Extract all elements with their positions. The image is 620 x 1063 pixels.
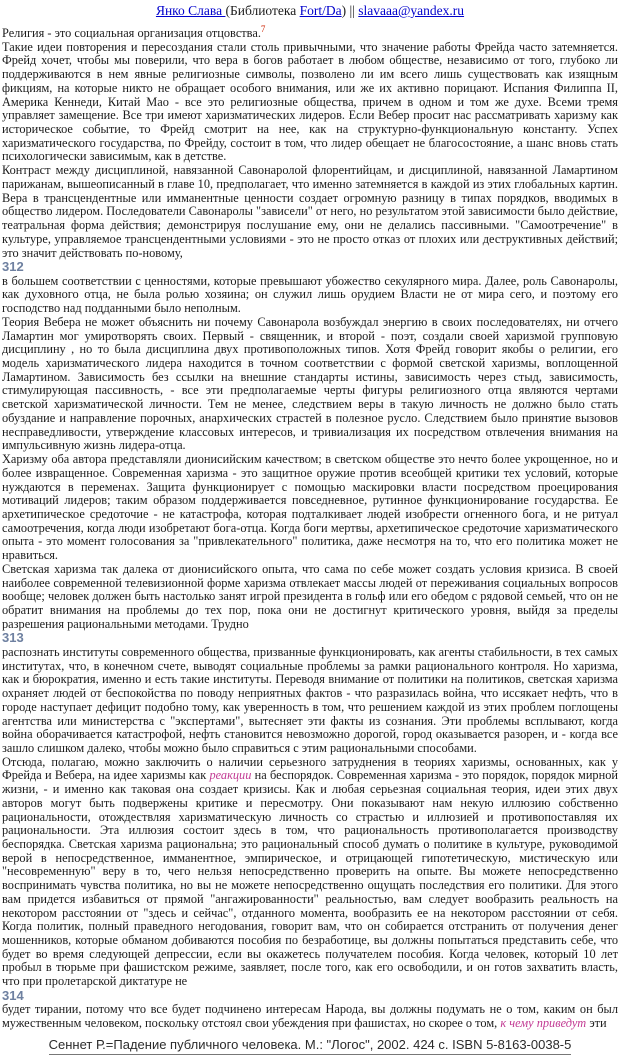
document-header: [2, 3, 618, 19]
header-separator-text: ) ||: [341, 3, 359, 18]
paragraph-secular-world: в большем соответствии с ценностями, которые превышают убожество секулярного мира. Далее, роль Савонаролы, как духовного отца, не была ролью хозяина; он служил лишь орудием Власти не от мира сего, и поэтому его господство над подданными было неполным.: [2, 273, 618, 316]
author-link[interactable]: Янко Слава: [155, 3, 226, 18]
paragraph-freud-repetition: Такие идеи повторения и пересоздания стали столь привычными, что значение работы Фрейда часто затемняется. Фрейд хочет, чтобы мы поверили, что вера в богов работает в любом обществе, независимо от того, глубоко ли поддерживаются в нем явные религиозные символы, позволено ли им всего лишь существовать как изящным фикциям, на которые никто не обращает особого внимания, или же их активно порицают. Испания Филиппа II, Америка Кеннеди, Китай Мао - все это религиозные общества, причем в одном и том же духе. Всеми тремя управляет замещение. Все три имеют харизматических лидеров. Если Вебер просит нас рассматривать харизму как историческое событие, то Фрейд смотрит на нее, как на структурно-функциональную константу. Успех харизматического государства, по Фрейду, состоит в том, что лидер обещает не благосостояние, а шанс вновь стать психологически зависимым, как в детстве.: [2, 39, 618, 164]
email-link[interactable]: slavaaa@yandex.ru: [358, 3, 465, 18]
paragraph-institutions: распознать институты современного общества, призванные функционировать, как агенты стабильности, в тех самых институтах, что, в конечном счете, выводят социальные проблемы за рамки рационального контроля. Но харизма, как и бюрократия, именно и есть такие институты. Переводя внимание от политики на политиков, светская харизма охраняет людей от беспокойства по поводу неприятных фактов - что разразилась война, что иссякает нефть, что в городе наступает дефицит подобно тому, как уверенность в том, что решением каждой из этих проблем поглощены агентства или министерства с "экспертами", вытесняет эти факты из сознания. Эти проблемы всплывают, когда война оборачивается катастрофой, нефть становится невозможно дорогой, город оказывается разорен, и - когда все зашло слишком далеко, чтобы можно было справиться с этим рациональными способами.: [2, 644, 618, 755]
page-number-312: 312: [2, 259, 24, 275]
paragraph-reaction-to-disorder: [2, 756, 618, 989]
emphasis-k-chemu-privedut: к чему приведут: [500, 1016, 587, 1031]
document-body: [2, 23, 618, 1031]
page-number-313: 313: [2, 630, 24, 646]
paragraph-savonarola-contrast: Контраст между дисциплиной, навязанной Савонаролой флорентийцам, и дисциплиной, навязанной Ламартином парижанам, вышеописанный в главе 10, предполагает, что именно затемняется в каждой из этих глобальных картин. Вера в трансцендентные или имманентные ценности создает огромную разницу в типах порядков, вводимых в общество лидером. Последователи Савонаролы "зависели" от него, но результатом этой зависимости было действие, театральная форма действия; демонстрируя послушание ему, они не делались пассивными. "Самоотречение" в культуре, управляемое трансцендентными условиями - это не просто отказ от плохих или деструктивных действий; это значит действовать по-новому,: [2, 163, 618, 260]
paragraph-text: Отсюда, полагаю, можно заключить о наличии серьезного затруднения в теориях харизмы, основанных, как у Фрейда и Вебера, на идее харизмы как: [2, 754, 618, 783]
page-number-314: 314: [2, 987, 24, 1003]
fortda-link[interactable]: Fort/Da: [299, 3, 342, 18]
paragraph-religion: [2, 23, 618, 41]
paragraph-secular-charisma-tv: Светская харизма так далека от дионисийского опыта, что сама по себе может создать условия кризиса. В своей наиболее современной телевизионной форме харизма отвлекает массы людей от переживания социальных вопросов вообще; человек должен быть настолько занят игрой президента в гольф или его обедом с рядовой семьей, что он не обратит внимания на проблемы до тех пор, пока они не достигнут критического уровня, выйдя за пределы разрешения рациональными методами. Трудно: [2, 561, 618, 631]
paragraph-text: на беспорядок. Современная харизма - это порядок, порядок мирной жизни, - и именно как таковая она создает кризисы. Как и любая серьезная социальная теория, идеи этих двух авторов могут быть подвержены критике и пересмотру. Они показывают нам некую иллюзию собственно рациональности, отождествляя харизматическую личность со страстью и иллюзией и противопоставляя их рациональности. Эта иллюзия состоит здесь в том, что рациональность противополагается производству беспорядка. Светская харизма рациональна; это рациональный способ думать о политике в культуре, руководимой верой в непосредственное, имманентное, эмпирическое, и отрицающей гипотетическую, мистическую или "несовременную" веру в то, чего нельзя непосредственно проверить на опыте. Вы можете непосредственно воспринимать чувства политика, но вы не можете непосредственно ощущать последствия его политики. Для этого вам придется избавиться от прямой "ангажированности" реальностью, вам следует вообразить реальность на некотором расстоянии от "здесь и сейчас", отданного момента, вообразить ее на некотором расстоянии от себя. Когда политик, полный праведного негодования, говорит вам, что он собирается отстранить от получения денег мошенников, которые обманом добиваются пособия по безработице, вы должны попытаться представить себе, что будет во время следующей депрессии, если вы окажетесь получателем пособия. Когда человек, который 10 лет пробыл в тюрьме при фашистском режиме, заявляет, после того, как его освободили, и он готов захватить власть, что при пролетарской диктатуре не: [2, 768, 618, 989]
footer-citation: Сеннет Р.=Падение публичного человека. М.: "Логос", 2002. 424 с. ISBN 5-8163-0038-5: [49, 1037, 572, 1055]
footnote-marker-7[interactable]: 7: [260, 23, 266, 34]
paragraph-text: эти: [586, 1016, 607, 1031]
paragraph-dionysian-charisma: Харизму оба автора представляли дионисийским качеством; в светском обществе это нечто более укрощенное, но и более извращенное. Современная харизма - это защитное оружие против всеобщей критики тех условий, которые нуждаются в переменах. Защита функционирует с помощью маскировки власти посредством проецирования мотиваций лидеров; таким образом поддерживается повседневное, рутинное функционирование государства. Ее архетипическое средоточие - не катастрофа, которая подталкивает людей изобрести огненного бога, и не ритуал самоотречения, когда люди изобретают бога-отца. Когда боги мертвы, архетипическое средоточие харизматического опыта - это момент голосования за "привлекательного" политика, даже несмотря на то, что его политика может не нравиться.: [2, 452, 618, 563]
paragraph-weber-theory: Теория Вебера не может объяснить ни почему Савонарола возбуждал энергию в своих последователях, ни отчего Ламартин мог умиротворять своих. Первый - священник, и второй - поэт, создали своей харизмой групповую дисциплину , но то была дисциплина двух противоположных типов. Хотя Фрейд говорит якобы о религии, его модель харизматического лидера находится в точном соответствии с формой светской харизмы, воплощенной Ламартином. Зависимость без ссылки на внешние стандарты истины, зависимость через стыд, зависимость, стимулирующая пассивность, - все эти предполагаемые черты фигуры религиозного отца являются чертами светской харизматической личности. Тем не менее, следствием веры в такую личность не должно было стать обуздание и направление порочных, анархических страстей в полезное русло. Следствием было принятие вызовов несправедливости, утверждение классовых интересов, и тривиализация их посредством отвлечения внимания на импульсивную жизнь лидера-отца.: [2, 314, 618, 453]
emphasis-reakcii: реакции: [209, 768, 252, 783]
header-static-text: (Библиотека: [225, 3, 300, 18]
paragraph-tyranny: [2, 1003, 618, 1030]
paragraph-text: Религия - это социальная организация отцовства.: [2, 26, 261, 40]
document-footer: [2, 1031, 618, 1063]
paragraph-text: будет тирании, потому что все будет подчинено интересам Народа, вы должны подумать не о том, каким он был мужественным человеком, поскольку отстоял свои убеждения при фашистах, но скорее о том,: [2, 1002, 618, 1031]
